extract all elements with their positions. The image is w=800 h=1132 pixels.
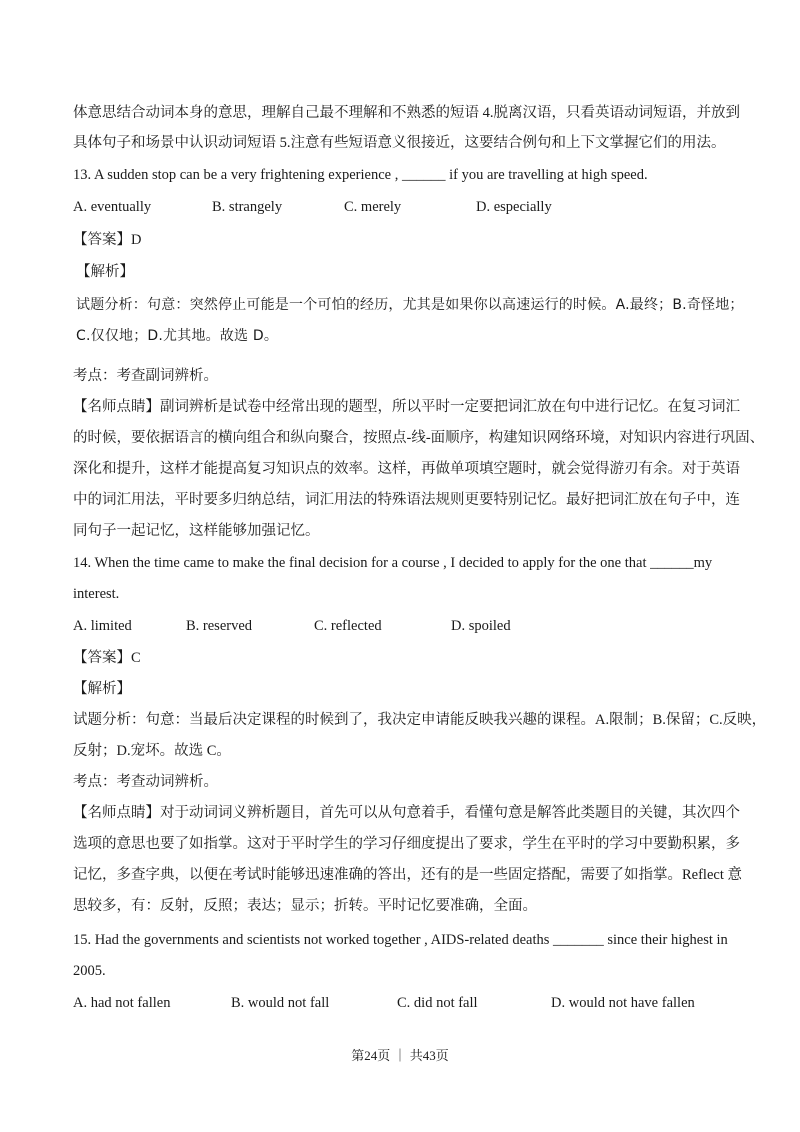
- question-15-cont: 2005.: [73, 963, 106, 979]
- q15-option-d: D. would not have fallen: [551, 995, 695, 1011]
- q13-option-b: B. strangely: [212, 199, 283, 215]
- q14-option-d: D. spoiled: [451, 618, 511, 634]
- tip-14-line: 选项的意思也要了如指掌。这对于平时学生的学习仔细度提出了要求，学生在平时的学习中要勤积累，多: [73, 836, 740, 852]
- q15-option-a: A. had not fallen: [73, 995, 171, 1011]
- q14-option-c: C. reflected: [314, 618, 382, 634]
- tip-13-line: 深化和提升，这样才能提高复习知识点的效率。这样，再做单项填空题时，就会觉得游刃有余。对于英语: [73, 461, 740, 477]
- analysis-14-line: 试题分析：句意：当最后决定课程的时候到了，我决定申请能反映我兴趣的课程。A.限制；B.保留；C.反映，: [73, 712, 767, 728]
- tip-13-line: 中的词汇用法，平时要多归纳总结，词汇用法的特殊语法规则更要特别记忆。最好把词汇放在句子中，连: [73, 492, 740, 508]
- kaodian-13: 考点：考查副词辨析。: [73, 368, 218, 384]
- analysis-13-line: C.仅仅地；D.尤其地。故选 D。: [76, 328, 279, 344]
- q13-option-a: A. eventually: [73, 199, 152, 215]
- kaodian-14: 考点：考查动词辨析。: [73, 774, 218, 790]
- text-line: 具体句子和场景中认识动词短语 5.注意有些短语意义很接近，这要结合例句和上下文掌握它们的用法。: [73, 135, 726, 151]
- answer-13: 【答案】D: [73, 232, 142, 248]
- tip-13-line: 同句子一起记忆，这样能够加强记忆。: [73, 523, 320, 539]
- analysis-heading-14: 【解析】: [73, 681, 131, 697]
- question-14-cont: interest.: [73, 586, 120, 602]
- question-14: 14. When the time came to make the final decision for a course , I decided to apply for the one that ______my: [73, 555, 713, 571]
- q14-option-b: B. reserved: [186, 618, 253, 634]
- analysis-heading-13: 【解析】: [76, 264, 134, 280]
- analysis-13-line: 试题分析：句意：突然停止可能是一个可怕的经历，尤其是如果你以高速运行的时候。A.最终；B.奇怪地；: [76, 297, 744, 313]
- tip-13-line: 的时候，要依据语言的横向组合和纵向聚合，按照点-线-面顺序，构建知识网络环境，对知识内容进行巩固、: [73, 430, 765, 446]
- analysis-14-line: 反射；D.宠坏。故选 C。: [73, 743, 231, 759]
- page-footer: 第24页 ｜ 共43页: [351, 1048, 449, 1063]
- question-13: 13. A sudden stop can be a very frightening experience , ______ if you are travelling at high speed.: [73, 167, 648, 183]
- text-line: 体意思结合动词本身的意思，理解自己最不理解和不熟悉的短语 4.脱离汉语，只看英语动词短语，并放到: [73, 105, 740, 121]
- q13-option-d: D. especially: [476, 199, 552, 215]
- q13-option-c: C. merely: [344, 199, 402, 215]
- question-15: 15. Had the governments and scientists not worked together , AIDS-related deaths _______ since their highest in: [73, 932, 728, 948]
- tip-13-line: 【名师点睛】副词辨析是试卷中经常出现的题型，所以平时一定要把词汇放在句中进行记忆。在复习词汇: [73, 399, 740, 415]
- q15-option-b: B. would not fall: [231, 995, 330, 1011]
- q14-option-a: A. limited: [73, 618, 132, 634]
- q15-option-c: C. did not fall: [397, 995, 478, 1011]
- answer-14: 【答案】C: [73, 650, 141, 666]
- tip-14-line: 【名师点睛】对于动词词义辨析题目，首先可以从句意着手，看懂句意是解答此类题目的关键，其次四个: [73, 805, 740, 821]
- tip-14-line: 思较多，有：反射，反照；表达；显示；折转。平时记忆要准确，全面。: [73, 898, 537, 914]
- tip-14-line: 记忆，多查字典，以便在考试时能够迅速准确的答出，还有的是一些固定搭配，需要了如指掌。Reflect 意: [73, 867, 742, 883]
